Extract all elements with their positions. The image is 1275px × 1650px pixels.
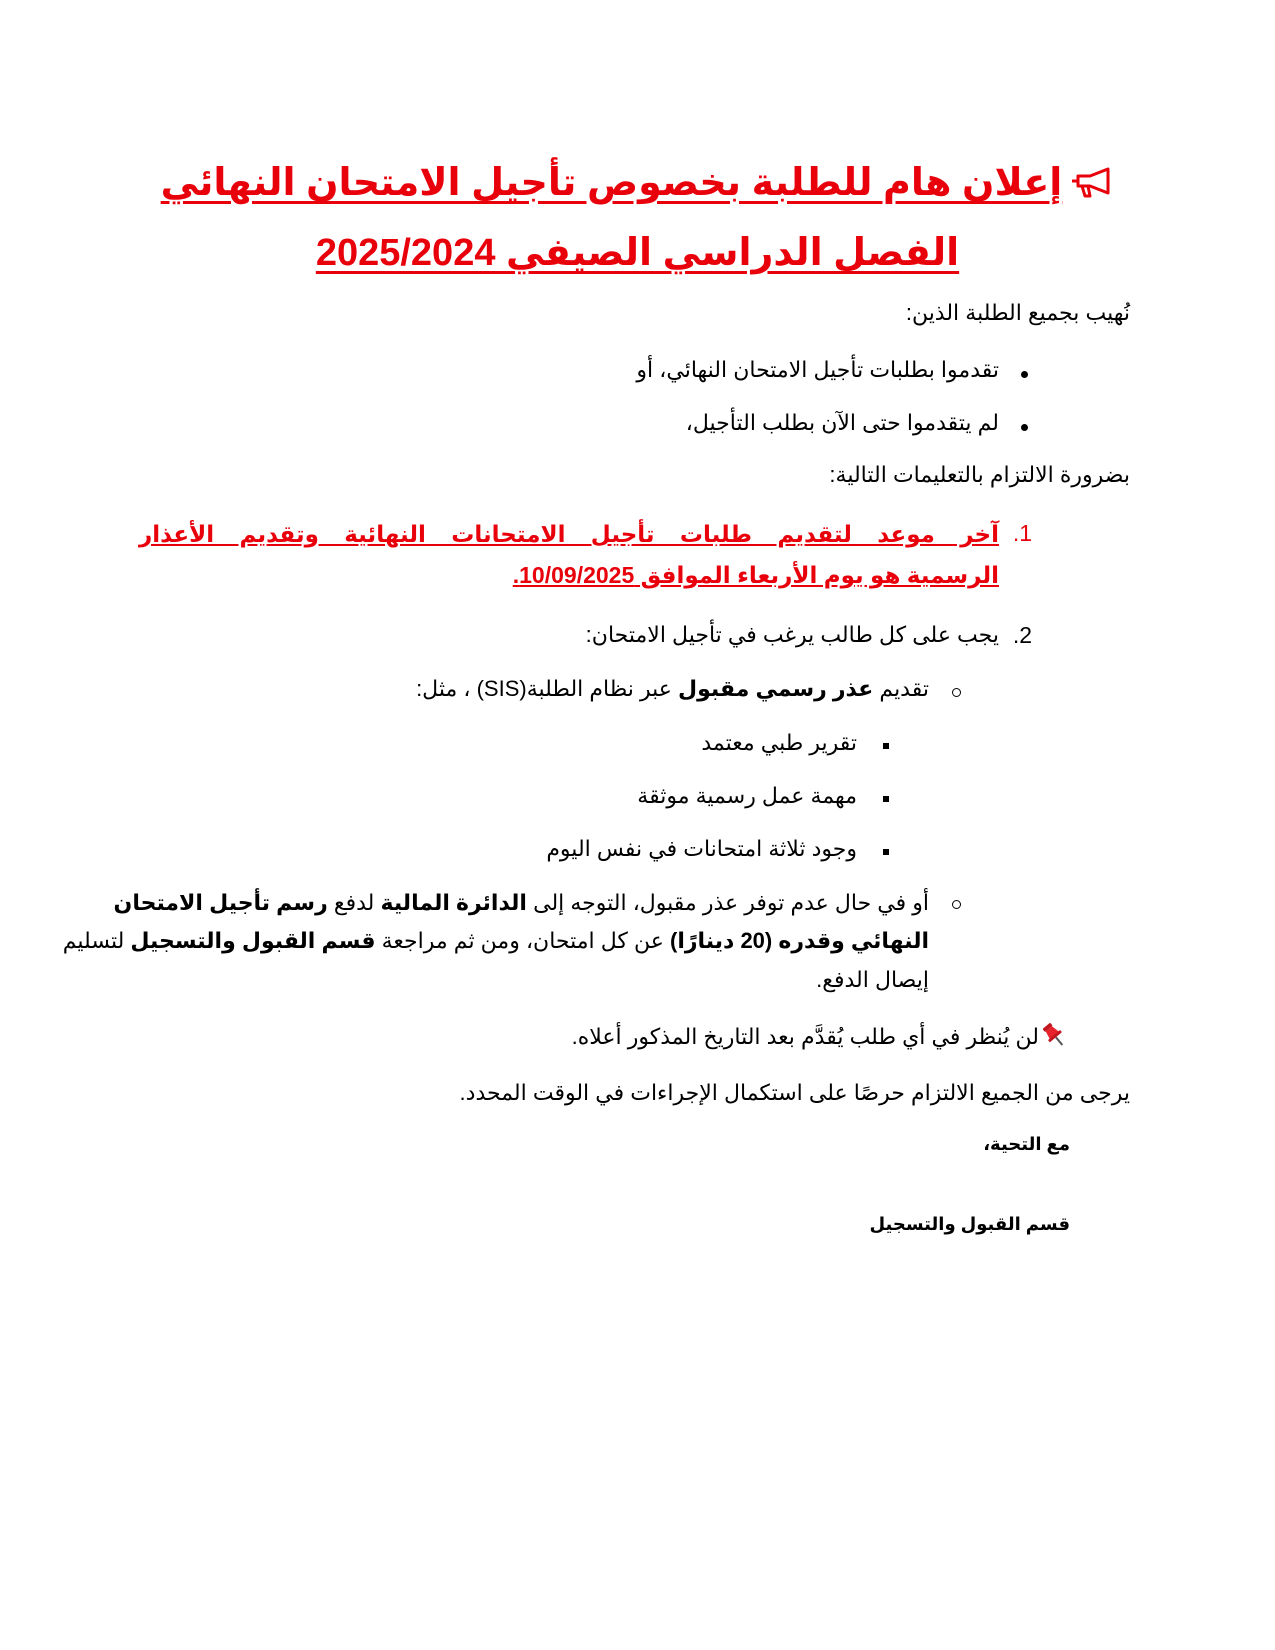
title-text-1: إعلان هام للطلبة بخصوص تأجيل الامتحان النهائي — [160, 162, 1063, 204]
option-b-l1-d: رسم تأجيل الامتحان — [113, 890, 328, 915]
sub-bullet-square — [883, 849, 889, 855]
pushpin-icon — [1039, 1020, 1069, 1050]
option-a-bold: عذر رسمي مقبول — [678, 676, 874, 701]
option-a-post: عبر نظام الطلبة(SIS) ، مثل: — [416, 676, 672, 701]
item2-number: 2. — [1012, 622, 1032, 648]
option-b-line2 — [62, 922, 929, 960]
option-b-line1 — [113, 884, 929, 922]
option-b-l1-a: أو في حال عدم توفر عذر مقبول، التوجه إلى — [533, 890, 929, 915]
announcement-title-line1 — [150, 160, 1125, 205]
item1-deadline-line2: الرسمية هو يوم الأربعاء الموافق 10/09/2025. — [512, 562, 999, 588]
option-b-l1-c: لدفع — [333, 890, 375, 915]
item1-deadline-line1: آخر موعد لتقديم طلبات تأجيل الامتحانات النهائية وتقديم الأعذار — [139, 521, 999, 547]
option-b-l2-d: لتسليم — [62, 928, 125, 953]
example-item-2: مهمة عمل رسمية موثقة — [637, 783, 857, 808]
closing-text: مع التحية، — [983, 1134, 1070, 1154]
bullet-dot — [1021, 424, 1028, 431]
option-b-l2-b: عن كل امتحان، ومن ثم مراجعة — [381, 928, 664, 953]
option-a-text — [416, 676, 929, 702]
sub-bullet-square — [883, 743, 889, 749]
example-item-1: تقرير طبي معتمد — [701, 730, 857, 755]
audience-item-2: لم يتقدموا حتى الآن بطلب التأجيل، — [685, 410, 999, 435]
example-item-3: وجود ثلاثة امتحانات في نفس اليوم — [546, 836, 857, 861]
item2-text: يجب على كل طالب يرغب في تأجيل الامتحان: — [585, 622, 999, 647]
instructions-lead: بضرورة الالتزام بالتعليمات التالية: — [829, 462, 1130, 487]
item1-number: 1. — [1012, 520, 1032, 546]
notice-text — [572, 1020, 1069, 1050]
intro-text: نُهيب بجميع الطلبة الذين: — [905, 300, 1130, 325]
option-a-pre: تقديم — [879, 676, 929, 701]
sub-bullet-circle — [952, 900, 961, 909]
announcement-title-line2: الفصل الدراسي الصيفي 2025/2024 — [315, 232, 960, 274]
audience-item-1: تقدموا بطلبات تأجيل الامتحان النهائي، أو — [636, 357, 999, 382]
notice-message: لن يُنظر في أي طلب يُقدَّم بعد التاريخ المذكور أعلاه. — [571, 1024, 1039, 1049]
option-b-line3: إيصال الدفع. — [816, 967, 929, 992]
signature-text: قسم القبول والتسجيل — [869, 1214, 1070, 1234]
option-b-l2-a: النهائي وقدره (20 دينارًا) — [670, 928, 929, 953]
request-text: يرجى من الجميع الالتزام حرصًا على استكمال الإجراءات في الوقت المحدد. — [459, 1080, 1130, 1105]
sub-bullet-square — [883, 796, 889, 802]
option-b-l1-b: الدائرة المالية — [380, 890, 527, 915]
sub-bullet-circle — [952, 688, 961, 697]
bullet-dot — [1021, 371, 1028, 378]
option-b-l2-c: قسم القبول والتسجيل — [130, 928, 376, 953]
megaphone-icon — [1068, 163, 1114, 199]
